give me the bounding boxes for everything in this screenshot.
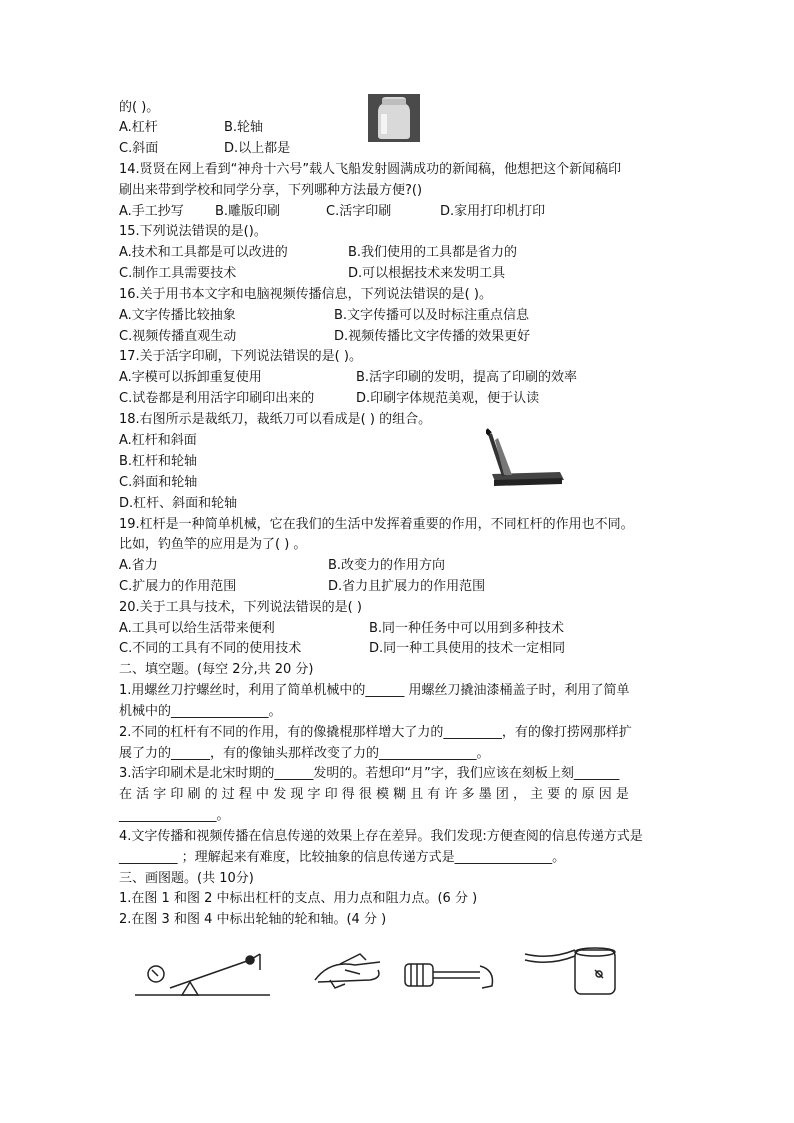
fill-q4-line1: 4.文字传播和视频传播在信息传递的效果上存在差异。我们发现:方便查阅的信息传递方式是 <box>119 829 643 844</box>
jar-image <box>368 94 420 142</box>
q14-option-c: C.活字印刷 <box>326 204 392 219</box>
figure-2-scissors-lever <box>315 954 380 988</box>
q14-option-d: D.家用打印机打印 <box>440 204 546 219</box>
q20-option-a: A.工具可以给生活带来便利 <box>119 621 275 636</box>
q18-stem: 18.右图所示是裁纸刀，裁纸刀可以看成是( ) 的组合。 <box>119 412 432 427</box>
q17-option-d: D.印刷字体规范美观，便于认读 <box>356 391 540 406</box>
paper-cutter-image <box>486 428 566 490</box>
q13-option-c: C.斜面 <box>119 141 159 156</box>
q14-stem-cont: 刷出来带到学校和同学分享，下列哪种方法最方便?() <box>119 183 423 198</box>
section-3-title: 三、画图题。(共 10分) <box>119 871 254 886</box>
fill-q2-line2: 展了力的______，有的像铀头那样改变了力的_______________。 <box>119 746 490 761</box>
q15-option-c: C.制作工具需要技术 <box>119 266 237 281</box>
q15-option-a: A.技术和工具都是可以改进的 <box>119 245 288 260</box>
q15-option-b: B.我们使用的工具都是省力的 <box>348 245 518 260</box>
figure-4-faucet-wheel-axle <box>525 948 615 994</box>
q14-option-b: B.雕版印刷 <box>215 204 281 219</box>
q17-option-b: B.活字印刷的发明，提高了印刷的效率 <box>356 370 578 385</box>
q15-option-d: D.可以根据技术来发明工具 <box>348 266 506 281</box>
fill-q2-line1: 2.不同的杠杆有不同的作用，有的像撬棍那样增大了力的_________，有的像打捞网那样扩 <box>119 725 632 740</box>
q16-option-b: B.文字传播可以及时标注重点信息 <box>334 308 530 323</box>
fill-q3-line2: 在 活 字 印 刷 的 过 程 中 发 现 字 印 得 很 模 糊 且 有 许 多 墨 团 ， 主 要 的 原 因 是 <box>119 787 629 802</box>
fill-q1-line1: 1.用螺丝刀拧螺丝时，利用了简单机械中的______ 用螺丝刀撬油漆桶盖子时，利用了简单 <box>119 683 630 698</box>
figure-3-screwdriver-wheel-axle <box>405 964 493 988</box>
q20-stem: 20.关于工具与技术，下列说法错误的是( ) <box>119 600 362 615</box>
q20-option-b: B.同一种任务中可以用到多种技术 <box>369 621 565 636</box>
drawing-figures <box>130 940 630 1002</box>
q19-option-b: B.改变力的作用方向 <box>328 558 446 573</box>
q19-stem-cont: 比如，钓鱼竿的应用是为了( ) 。 <box>119 537 307 552</box>
q19-option-a: A.省力 <box>119 558 158 573</box>
q16-option-d: D.视频传播比文字传播的效果更好 <box>334 329 531 344</box>
q15-stem: 15.下列说法错误的是()。 <box>119 224 267 239</box>
section-2-title: 二、填空题。(每空 2分,共 20 分) <box>119 662 314 677</box>
q20-option-d: D.同一种工具使用的技术一定相同 <box>369 641 566 656</box>
q17-option-a: A.字模可以拆卸重复使用 <box>119 370 262 385</box>
q16-stem: 16.关于用书本文字和电脑视频传播信息，下列说法错误的是( )。 <box>119 287 492 302</box>
q19-option-d: D.省力且扩展力的作用范围 <box>328 579 486 594</box>
draw-q2: 2.在图 3 和图 4 中标出轮轴的轮和轴。(4 分 ) <box>119 912 387 927</box>
q13-option-d: D.以上都是 <box>224 141 291 156</box>
q18-option-a: A.杠杆和斜面 <box>119 433 197 448</box>
q13-stem: 的( )。 <box>119 100 160 115</box>
q19-stem: 19.杠杆是一种简单机械，它在我们的生活中发挥着重要的作用，不同杠杆的作用也不同。 <box>119 517 634 532</box>
q18-option-d: D.杠杆、斜面和轮轴 <box>119 496 238 511</box>
q20-option-c: C.不同的工具有不同的使用技术 <box>119 641 302 656</box>
fill-q4-line2: _________ ；理解起来有难度，比较抽象的信息传递方式是_______________。 <box>119 850 566 865</box>
q19-option-c: C.扩展力的作用范围 <box>119 579 237 594</box>
figure-1-seesaw-lever <box>135 954 270 995</box>
q17-stem: 17.关于活字印刷，下列说法错误的是( )。 <box>119 349 362 364</box>
q13-option-a: A.杠杆 <box>119 120 158 135</box>
q18-option-b: B.杠杆和轮轴 <box>119 454 198 469</box>
fill-q3-line1: 3.活字印刷术是北宋时期的______发明的。若想印“月”字，我们应该在刻板上刻_______ <box>119 766 620 781</box>
q18-option-c: C.斜面和轮轴 <box>119 475 198 490</box>
q16-option-c: C.视频传播直观生动 <box>119 329 237 344</box>
q17-option-c: C.试卷都是利用活字印刷印出来的 <box>119 391 315 406</box>
q13-option-b: B.轮轴 <box>224 120 264 135</box>
fill-q3-line3: _______________。 <box>119 808 230 823</box>
q14-stem: 14.贤贤在网上看到“神舟十六号”载人飞船发射圆满成功的新闻稿，他想把这个新闻稿印 <box>119 162 622 177</box>
q16-option-a: A.文字传播比较抽象 <box>119 308 236 323</box>
q14-option-a: A.手工抄写 <box>119 204 184 219</box>
draw-q1: 1.在图 1 和图 2 中标出杠杆的支点、用力点和阻力点。(6 分 ) <box>119 891 478 906</box>
fill-q1-line2: 机械中的_______________。 <box>119 704 282 719</box>
